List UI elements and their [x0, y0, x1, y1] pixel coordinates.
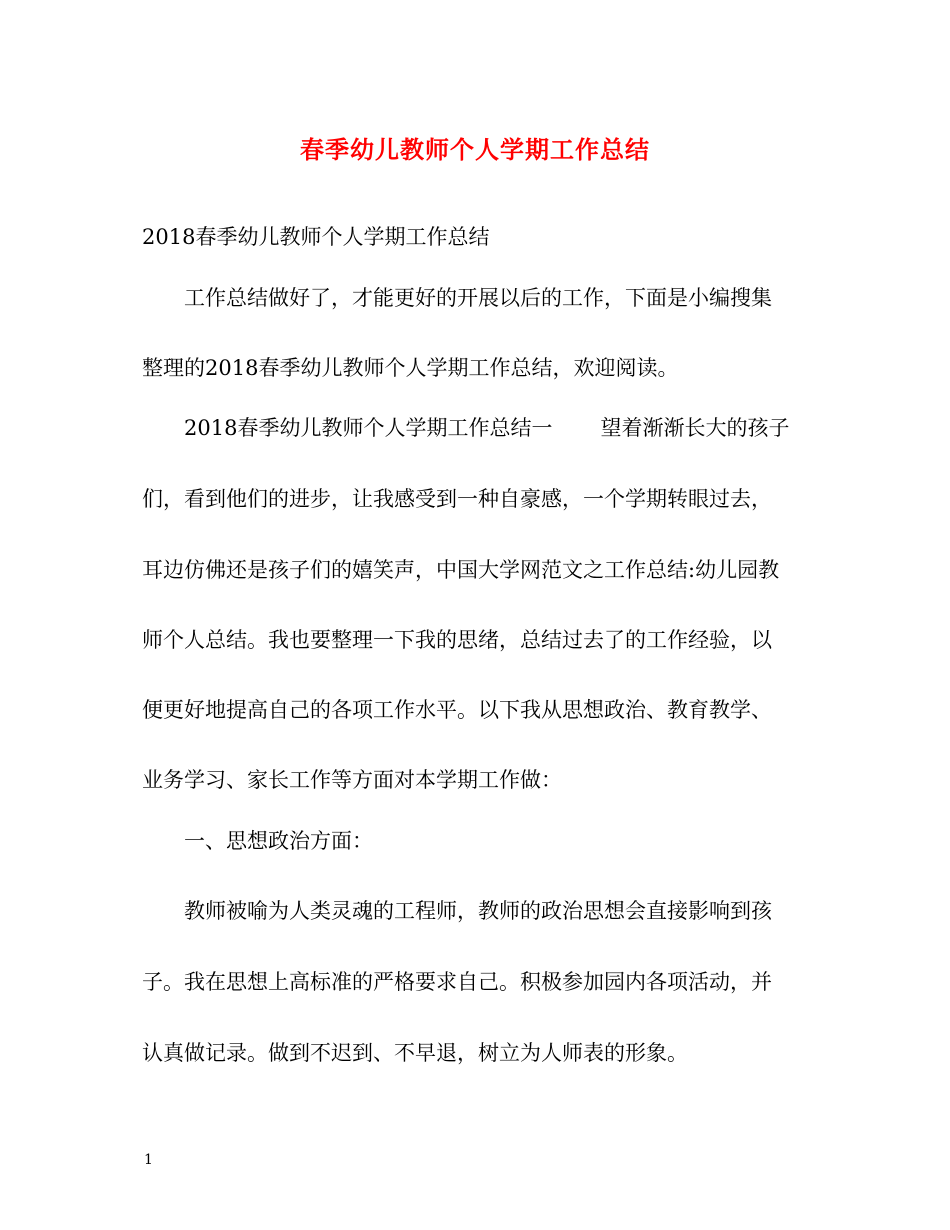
paragraph-line-combined	[184, 413, 789, 443]
document-title: 春季幼儿教师个人学期工作总结	[300, 135, 650, 164]
paragraph-line: 耳边仿佛还是孩子们的嬉笑声，中国大学网范文之工作总结:幼儿园教	[142, 558, 780, 582]
paragraph-line: 便更好地提高自己的各项工作水平。以下我从思想政治、教育教学、	[142, 698, 772, 722]
paragraph-line: 业务学习、家长工作等方面对本学期工作做：	[142, 768, 562, 792]
paragraph-line: 子。我在思想上高标准的严格要求自己。积极参加园内各项活动，并	[142, 970, 772, 994]
paragraph-text: 望着渐渐长大的孩子	[600, 416, 790, 440]
document-subtitle: 2018春季幼儿教师个人学期工作总结	[142, 225, 490, 249]
paragraph-line: 们，看到他们的进步，让我感受到一种自豪感，一个学期转眼过去，	[142, 487, 772, 511]
section-heading-text: 2018春季幼儿教师个人学期工作总结一	[184, 416, 553, 440]
section-heading: 一、思想政治方面：	[184, 829, 373, 853]
page-number: 1	[144, 1152, 153, 1168]
paragraph-line: 整理的2018春季幼儿教师个人学期工作总结，欢迎阅读。	[142, 356, 679, 380]
paragraph-line: 认真做记录。做到不迟到、不早退，树立为人师表的形象。	[142, 1041, 688, 1065]
paragraph-line: 师个人总结。我也要整理一下我的思绪，总结过去了的工作经验，以	[142, 628, 772, 652]
paragraph-line: 教师被喻为人类灵魂的工程师，教师的政治思想会直接影响到孩	[184, 899, 772, 923]
paragraph-line: 工作总结做好了，才能更好的开展以后的工作，下面是小编搜集	[184, 286, 772, 310]
